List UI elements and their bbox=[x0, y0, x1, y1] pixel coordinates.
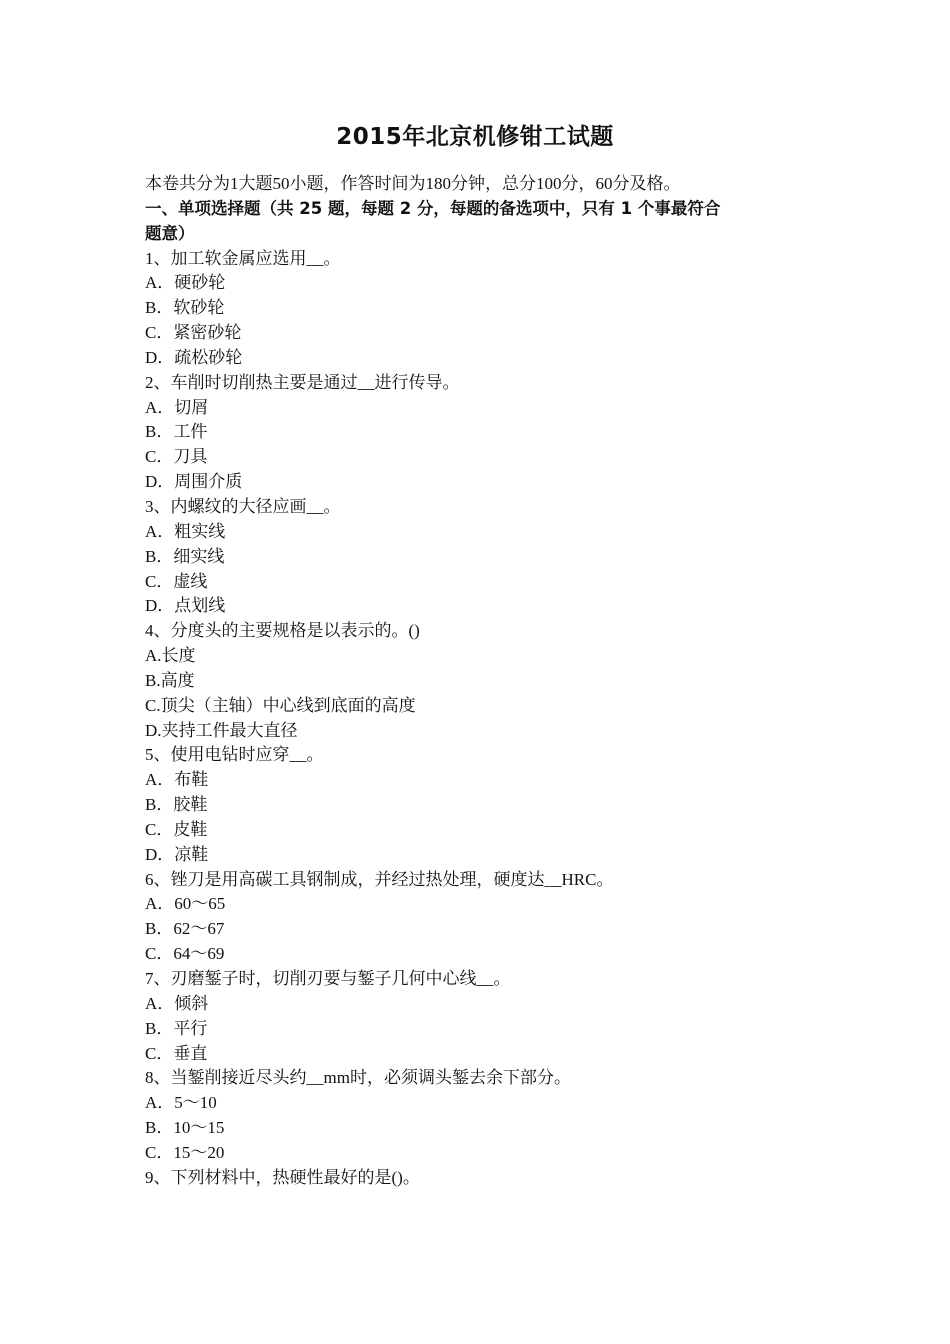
section-heading-line-1: 一、单项选择题（共 25 题，每题 2 分，每题的备选项中，只有 1 个事最符合 bbox=[145, 198, 721, 218]
answer-option: A．布鞋 bbox=[145, 770, 209, 790]
answer-option: A．60～65 bbox=[145, 894, 226, 914]
answer-option: C．刀具 bbox=[145, 447, 208, 467]
answer-option: A．切屑 bbox=[145, 397, 209, 417]
question-item bbox=[145, 1166, 815, 1191]
answer-option: A．倾斜 bbox=[145, 993, 209, 1013]
question-stem: 8、当錾削接近尽头约__mm时，必须调头錾去余下部分。 bbox=[145, 1068, 571, 1088]
answer-option: D．凉鞋 bbox=[145, 844, 209, 864]
question-item bbox=[145, 247, 815, 371]
answer-option: D．周围介质 bbox=[145, 472, 243, 492]
answer-option: B．平行 bbox=[145, 1018, 208, 1038]
answer-option: B．软砂轮 bbox=[145, 298, 225, 318]
answer-option: B．工件 bbox=[145, 422, 208, 442]
question-item bbox=[145, 967, 815, 1066]
answer-option: A．粗实线 bbox=[145, 521, 226, 541]
answer-option: A．硬砂轮 bbox=[145, 273, 226, 293]
question-stem: 5、使用电钻时应穿__。 bbox=[145, 745, 324, 765]
answer-option: C．15～20 bbox=[145, 1142, 225, 1162]
answer-option: C．紧密砂轮 bbox=[145, 323, 242, 343]
question-stem: 6、锉刀是用高碳工具钢制成，并经过热处理，硬度达__HRC。 bbox=[145, 869, 614, 889]
question-stem: 7、刃磨錾子时，切削刃要与錾子几何中心线__。 bbox=[145, 969, 511, 988]
intro-text: 本卷共分为1大题50小题，作答时间为180分钟，总分100分，60分及格。 bbox=[145, 174, 681, 193]
answer-option: C．64～69 bbox=[145, 944, 225, 964]
document-body bbox=[145, 172, 815, 1191]
answer-option: B．细实线 bbox=[145, 546, 225, 566]
question-item bbox=[145, 743, 815, 867]
answer-option: B．10～15 bbox=[145, 1118, 225, 1138]
answer-option: C．垂直 bbox=[145, 1043, 208, 1063]
answer-option: A.长度 bbox=[145, 646, 196, 666]
question-stem: 1、加工软金属应选用__。 bbox=[145, 248, 341, 268]
answer-option: B．62～67 bbox=[145, 919, 225, 939]
question-item bbox=[145, 868, 815, 967]
answer-option: A．5～10 bbox=[145, 1093, 217, 1113]
question-stem: 9、下列材料中，热硬性最好的是()。 bbox=[145, 1167, 420, 1187]
answer-option: C．皮鞋 bbox=[145, 819, 208, 839]
question-item bbox=[145, 371, 815, 495]
answer-option: B.高度 bbox=[145, 670, 195, 690]
answer-option: D.夹持工件最大直径 bbox=[145, 720, 298, 740]
section-heading-line-2: 题意） bbox=[145, 223, 195, 243]
answer-option: D．疏松砂轮 bbox=[145, 347, 243, 367]
question-item bbox=[145, 1066, 815, 1165]
answer-option: B．胶鞋 bbox=[145, 795, 208, 815]
question-stem: 4、分度头的主要规格是以表示的。() bbox=[145, 621, 420, 641]
answer-option: C.顶尖（主轴）中心线到底面的高度 bbox=[145, 695, 416, 715]
question-list bbox=[145, 247, 815, 1191]
page-title: 2015年北京机修钳工试题 bbox=[336, 124, 614, 150]
question-stem: 2、车削时切削热主要是通过__进行传导。 bbox=[145, 372, 460, 392]
question-stem: 3、内螺纹的大径应画__。 bbox=[145, 496, 341, 516]
answer-option: C．虚线 bbox=[145, 571, 208, 591]
answer-option: D．点划线 bbox=[145, 596, 226, 616]
question-item bbox=[145, 619, 815, 743]
question-item bbox=[145, 495, 815, 619]
section-heading bbox=[145, 197, 815, 247]
